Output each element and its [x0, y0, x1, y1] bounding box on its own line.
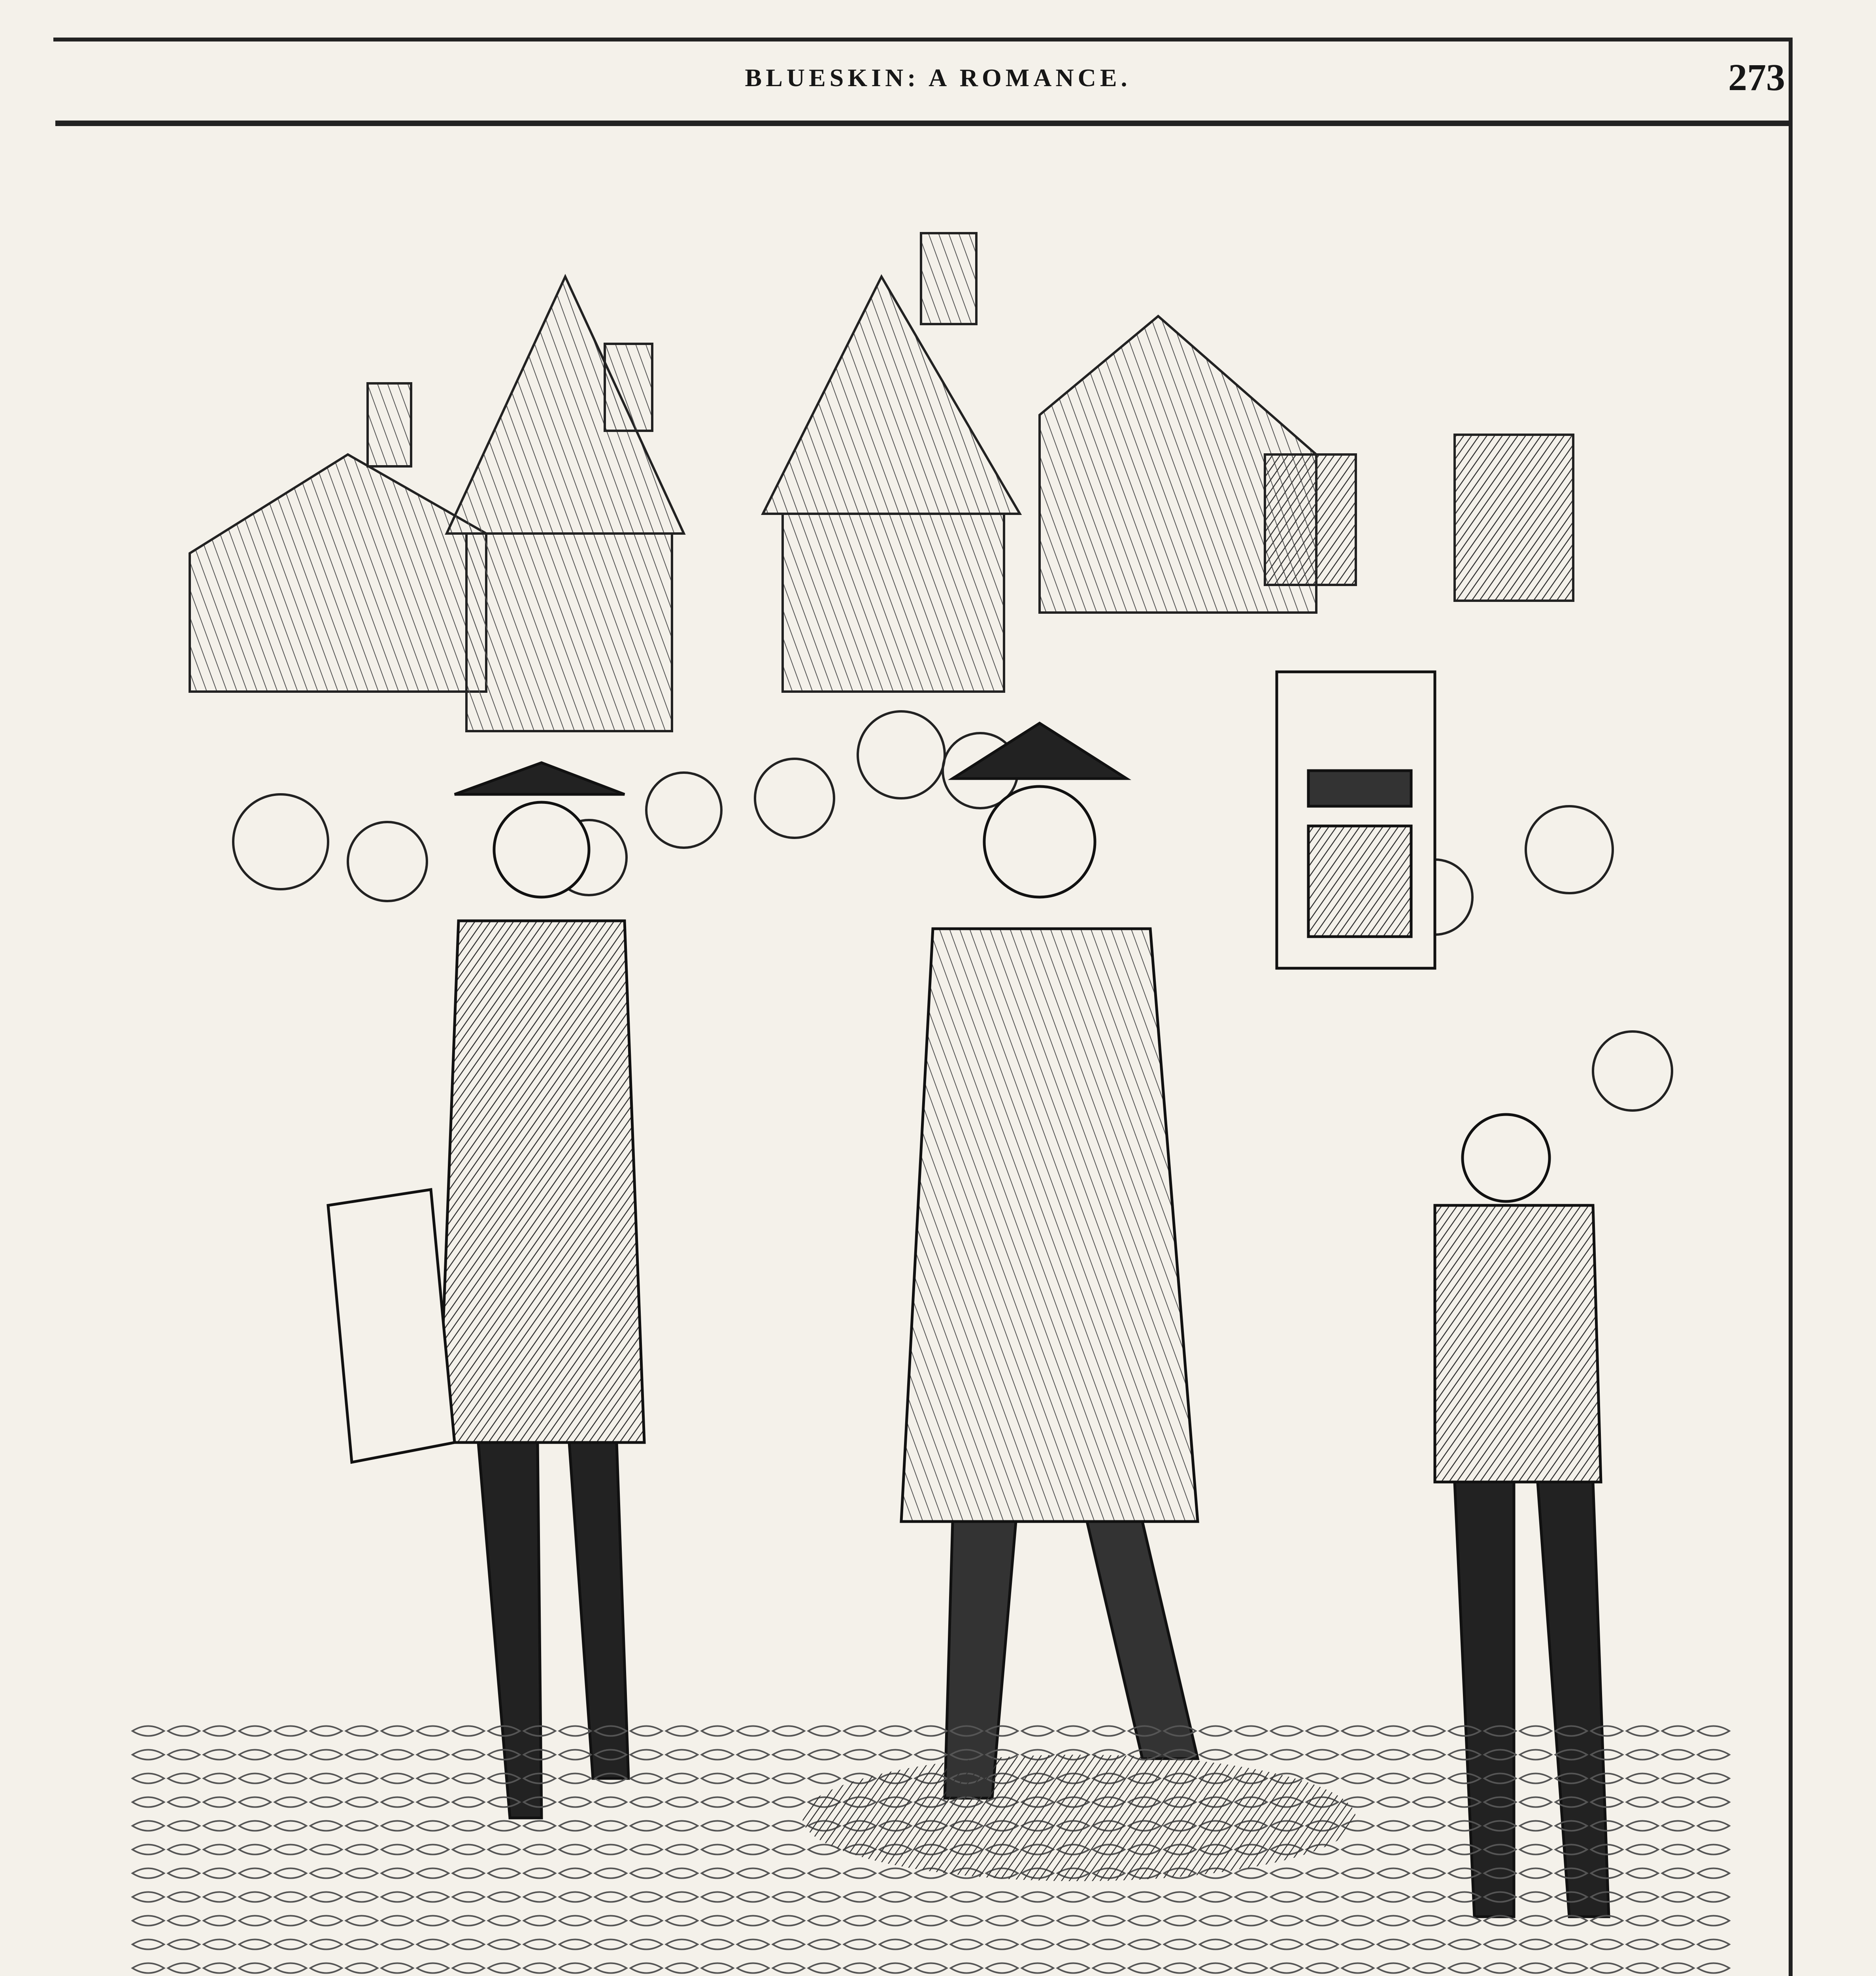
page-number: 273 — [1728, 56, 1785, 98]
engraving-illustration — [130, 178, 1731, 1976]
header-rule — [55, 121, 1789, 126]
running-title: BLUESKIN: A ROMANCE. — [745, 64, 1131, 92]
